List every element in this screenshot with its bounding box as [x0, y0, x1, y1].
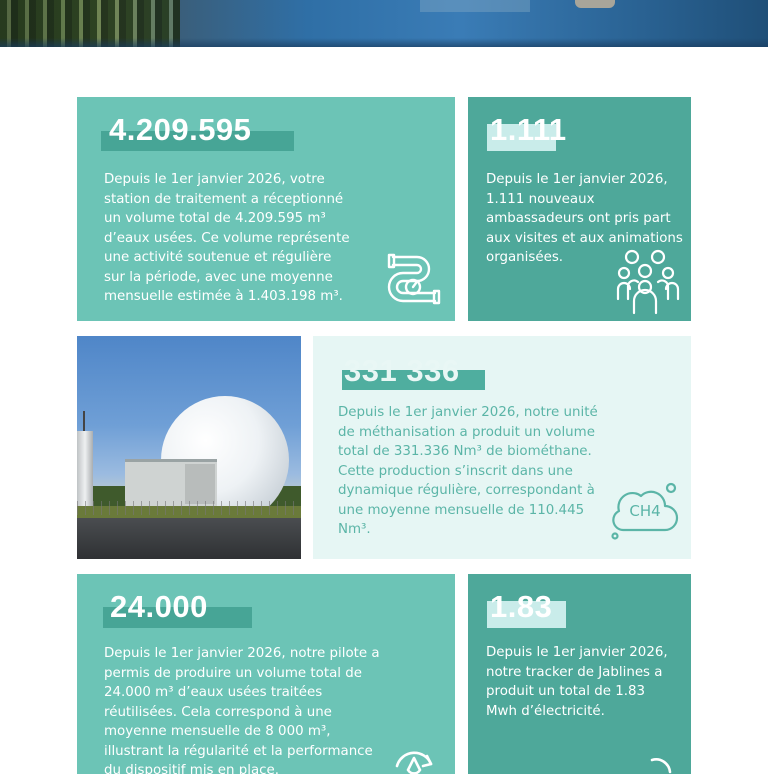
stat-card-ambassadors	[468, 97, 691, 321]
rock	[575, 0, 615, 8]
ch4-label: CH4	[629, 502, 661, 520]
water-recycle-icon	[391, 746, 437, 774]
stat-description: Depuis le 1er janvier 2026, votre station de traitement a réceptionné un volume total de 4.209.595 m³ d’eaux usées. Ce volume représente une activité soutenue et régulière sur la période, avec une moyenne mensuelle estimée à 1.403.198 m³.	[104, 172, 350, 304]
fence	[77, 501, 301, 515]
water-ripple	[0, 38, 768, 47]
stat-value: 4.209.595	[109, 112, 252, 147]
road	[77, 518, 301, 559]
ch4-cloud-icon	[609, 480, 679, 540]
energy-icon	[648, 754, 674, 774]
people-group-icon	[616, 249, 680, 315]
pipe-gauge-icon	[387, 249, 443, 305]
building-annex	[185, 464, 215, 504]
stat-card-biomethane	[313, 336, 691, 559]
stat-card-reused-water	[77, 574, 455, 778]
stat-value: 331 336	[344, 353, 460, 388]
sky-reflection	[420, 0, 530, 12]
stat-description: Depuis le 1er janvier 2026, 1.111 nouveaux ambassadeurs ont pris part aux visites et aux animations organisées.	[486, 172, 683, 265]
stat-card-wastewater-volume	[77, 97, 455, 321]
lake-photo-banner	[0, 0, 768, 47]
stat-description: Depuis le 1er janvier 2026, notre tracker de Jablines a produit un total de 1.83 Mwh d’électricité.	[486, 645, 668, 719]
stat-value: 1.111	[490, 112, 567, 147]
methanisation-plant-photo	[77, 336, 301, 559]
stat-value: 24.000	[110, 589, 208, 624]
stat-value: 1.83	[490, 589, 553, 624]
stat-description: Depuis le 1er janvier 2026, notre pilote a permis de produire un volume total de 24.000 m³ d’eaux usées traitées réutilisées. Cela correspond à une moyenne mensuelle de 8 000 m³, illustrant la régularité et la performance du dispositif mis en place.	[104, 646, 380, 778]
stat-card-electricity	[468, 574, 691, 774]
stat-description: Depuis le 1er janvier 2026, notre unité de méthanisation a produit un volume total de 331.336 Nm³ de biométhane. Cette production s’inscrit dans une dynamique régulière, correspondant à une moyenne mensuelle de 110.445 Nm³.	[338, 405, 598, 537]
